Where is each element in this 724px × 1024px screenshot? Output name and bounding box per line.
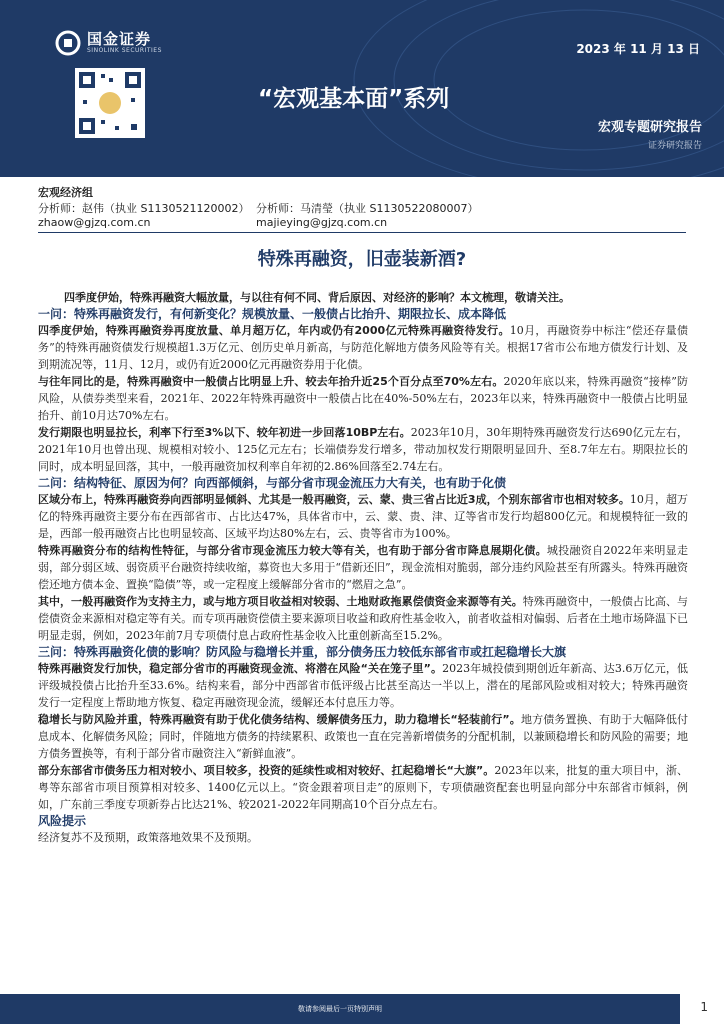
intro-paragraph: 四季度伊始，特殊再融资大幅放量，与以往有何不同、背后原因、对经济的影响？本文梳理，敬请关注。 bbox=[64, 291, 570, 304]
report-subtype: 证券研究报告 bbox=[647, 141, 702, 151]
page-number: 1 bbox=[700, 1000, 708, 1014]
series-title: “宏观基本面”系列 bbox=[258, 86, 450, 112]
paragraph-text: 特殊再融资中，一般债占比高、与偿债资金来源相对稳定等有关。而专项再融资偿债主要来源项目收益和政府性基金收入，前者收益相对偏弱、后者在土地市场降温下已明显走弱，例如，2023年前7月专项债付息占政府性基金收入比重创新高至15.2%。 bbox=[38, 595, 689, 642]
analyst-1-name: 分析师：赵伟（执业 S1130521120002） bbox=[38, 202, 250, 215]
section-heading: 三问：特殊再融资化债的影响？防风险与稳增长并重，部分债务压力较低东部省市或扛起稳增长大旗 bbox=[38, 645, 567, 659]
paragraph-lead: 与往年同比的是，特殊再融资中一般债占比明显上升、较去年抬升近25个百分点至70%左右。 bbox=[38, 375, 504, 388]
sinolink-logo-icon bbox=[55, 30, 81, 56]
analyst-2-name: 分析师：马清瑩（执业 S1130522080007） bbox=[256, 202, 479, 215]
report-header-banner bbox=[0, 0, 724, 177]
paragraph-lead: 区域分布上，特殊再融资券向西部明显倾斜、尤其是一般再融资，云、蒙、贵三省占比近3成，个别东部省市也相对较多。 bbox=[38, 493, 630, 506]
qr-code-icon bbox=[75, 68, 145, 138]
report-date: 2023 年 11 月 13 日 bbox=[576, 42, 700, 56]
body-paragraph bbox=[38, 424, 688, 475]
body-paragraph bbox=[38, 322, 688, 373]
research-group: 宏观经济组 bbox=[38, 186, 93, 199]
paragraph-lead: 发行期限也明显拉长，利率下行至3%以下、较年初进一步回落10BP左右。 bbox=[38, 426, 411, 439]
paragraph-text: 10月，超万亿的特殊再融资主要分布在西部省市、占比达47%，具体省市中，云、蒙、贵、津、辽等省市发行均超800亿元。和规模特征一致的是，西部一般再融资占比也明显较高、区域平均达80%左右，云、贵等省市为100%。 bbox=[38, 493, 688, 540]
body-paragraph bbox=[38, 829, 688, 846]
section-heading: 一问：特殊再融资发行，有何新变化？规模放量、一般债占比抬升、期限拉长、成本降低 bbox=[38, 307, 507, 321]
paragraph-text: 2023年10月，30年期特殊再融资发行达690亿元左右，2021年10月也曾出现、规模相对较小、125亿元左右；长端债券发行增多，带动加权发行期限明显回升、至8.7年左右。期限拉长的同时，成本明显回落，其中，一般再融资加权利率自年初的2.86%回落至2.74左右。 bbox=[38, 426, 689, 473]
body-paragraph bbox=[38, 660, 688, 711]
report-type: 宏观专题研究报告 bbox=[597, 120, 702, 135]
body-paragraph bbox=[38, 542, 688, 593]
paragraph-text: 城投融资自2022年来明显走弱，部分弱区域、弱资质平台融资持续收缩，募资也大多用于“借新还旧”，现金流相对脆弱，部分违约风险甚至有所露头。特殊再融资偿还地方债本金、置换“隐债”等，或一定程度上缓解部分省市的“燃眉之急”。 bbox=[38, 544, 688, 591]
paragraph-lead: 特殊再融资发行加快，稳定部分省市的再融资现金流、将潜在风险“关在笼子里”。 bbox=[38, 662, 443, 675]
paragraph-lead: 稳增长与防风险并重，特殊再融资有助于优化债务结构、缓解债务压力，助力稳增长“轻装前行”。 bbox=[38, 713, 521, 726]
paragraph-text: 2023年城投债到期创近年新高、达3.6万亿元，低评级城投债占比抬升至33.6%。结构来看，部分中西部省市低评级占比甚至高达一半以上，潜在的尾部风险或相对较大；特殊再融资发行一定程度上帮助地方恢复、稳定再融资现金流，缓解还本付息压力等。 bbox=[38, 662, 688, 709]
body-paragraph bbox=[38, 491, 688, 542]
footer-disclaimer: 敬请参阅最后一页特别声明 bbox=[298, 1005, 382, 1013]
section-heading: 风险提示 bbox=[38, 814, 87, 828]
body-paragraph bbox=[38, 711, 688, 762]
body-paragraph bbox=[38, 593, 688, 644]
paragraph-lead: 其中，一般再融资作为支持主力，或与地方项目收益相对较弱、土地财政拖累偿债资金来源等有关。 bbox=[38, 595, 523, 608]
paragraph-text: 地方债务置换、有助于大幅降低付息成本、化解债务风险；同时，伴随地方债务的持续累积、政策也一直在完善新增债务的分配机制，以兼顾稳增长和防风险的需要；地方债务置换等，有利于部分省市融资注入“新鲜血液”。 bbox=[38, 713, 688, 760]
paragraph-lead: 特殊再融资分布的结构性特征，与部分省市现金流压力较大等有关，也有助于部分省市降息展期化债。 bbox=[38, 544, 547, 557]
brand-name-cn: 国金证券 bbox=[87, 30, 152, 48]
paragraph-text: 经济复苏不及预期，政策落地效果不及预期。 bbox=[38, 831, 258, 844]
analyst-1-email[interactable]: zhaow@gjzq.com.cn bbox=[38, 216, 151, 229]
body-paragraph bbox=[38, 762, 688, 813]
report-body bbox=[38, 289, 688, 846]
paragraph-text: 10月，再融资券中标注“偿还存量债务”的特殊再融资债发行规模超1.3万亿元、创历史单月新高，与防范化解地方债务风险等有关。根据17省市公布地方债发行计划、及到期流况等，11月、12月，或仍有近2000亿元再融资券用于化债。 bbox=[38, 324, 688, 371]
section-heading: 二问：结构特征、原因为何？向西部倾斜，与部分省市现金流压力大有关，也有助于化债 bbox=[38, 476, 507, 490]
divider bbox=[38, 232, 686, 233]
paragraph-text: 2020年底以来，特殊再融资“接棒”防风险，从债券类型来看，2021年、2022年特殊再融资中一般债占比在40%-50%左右，2023年以来，特殊再融资中一般债占比明显抬升、前10月达70%左右。 bbox=[38, 375, 688, 422]
report-title: 特殊再融资，旧壶装新酒? bbox=[257, 249, 467, 270]
paragraph-text: 2023年以来，批复的重大项目中，浙、粤等东部省市项目预算相对较多、1400亿元以上。“资金跟着项目走”的原则下，专项债融资配套也明显向部分中东部省市倾斜，例如，广东前三季度专项新券占比达21%、较2021-2022年同期高10个百分点左右。 bbox=[38, 764, 688, 811]
body-paragraph bbox=[38, 373, 688, 424]
page-footer bbox=[0, 994, 680, 1024]
paragraph-lead: 四季度伊始，特殊再融资券再度放量、单月超万亿，年内或仍有2000亿元特殊再融资待发行。 bbox=[38, 324, 510, 337]
brand-logo bbox=[55, 30, 162, 56]
brand-name-en: SINOLINK SECURITIES bbox=[87, 47, 162, 54]
paragraph-lead: 部分东部省市债务压力相对较小、项目较多，投资的延续性或相对较好、扛起稳增长“大旗”。 bbox=[38, 764, 495, 777]
analyst-2-email[interactable]: majieying@gjzq.com.cn bbox=[256, 216, 388, 229]
